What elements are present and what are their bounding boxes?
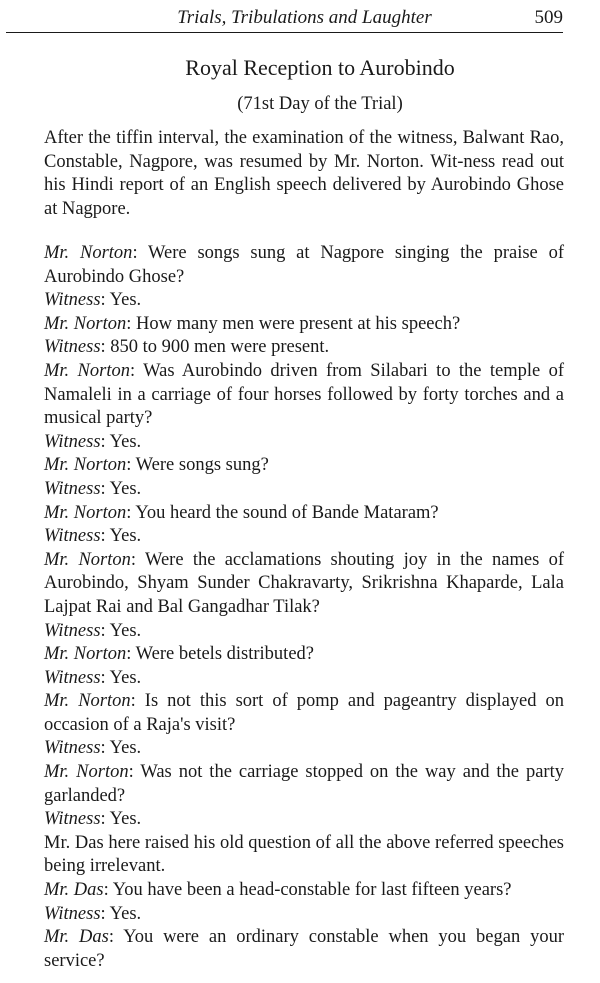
dialogue-line: [44, 525, 564, 549]
dialogue-line: [44, 242, 564, 289]
speaker-name: Witness: [44, 667, 101, 688]
dialogue-line: [44, 926, 564, 973]
dialogue-text: : Were songs sung?: [126, 455, 269, 476]
dialogue-line: [44, 667, 564, 691]
narration-line: [44, 832, 564, 879]
speaker-name: Witness: [44, 526, 101, 547]
dialogue-text: : Was Aurobindo driven from Silabari to the temple of Namaleli in a carriage of four horses followed by forty torches and a musical party?: [44, 360, 564, 429]
dialogue-line: [44, 903, 564, 927]
dialogue-text: : Were songs sung at Nagpore singing the praise of Aurobindo Ghose?: [44, 243, 564, 287]
dialogue-text: : Yes.: [100, 809, 142, 830]
dialogue-line: [44, 808, 564, 832]
dialogue-line: [44, 502, 564, 526]
dialogue-text: : Yes.: [100, 620, 142, 641]
dialogue-line: [44, 336, 564, 360]
speaker-name: Witness: [44, 290, 101, 311]
speaker-name: Mr. Norton: [44, 644, 127, 665]
speaker-name: Mr. Norton: [44, 762, 129, 783]
dialogue-text: : Was not the carriage stopped on the way and the party garlanded?: [44, 762, 564, 806]
dialogue-text: : How many men were present at his speech?: [126, 313, 461, 334]
dialogue-text: : Yes.: [100, 526, 142, 547]
chapter-title: Royal Reception to Aurobindo: [185, 55, 455, 80]
dialogue-line: [44, 690, 564, 737]
page-number: 509: [534, 7, 563, 28]
speaker-name: Mr. Norton: [44, 313, 127, 334]
dialogue-text: : Were the acclamations shouting joy in the names of Aurobindo, Shyam Sunder Chakravarty, Srikrishna Khaparde, Lala Lajpat Rai and Bal Gangadhar Tilak?: [44, 549, 564, 617]
dialogue-line: [44, 737, 564, 761]
dialogue-text: : Yes.: [100, 738, 142, 759]
dialogue-text: : Yes.: [100, 903, 142, 924]
running-title: Trials, Tribulations and Laughter: [177, 7, 432, 28]
speaker-name: Mr. Norton: [44, 243, 133, 263]
dialogue-line: [44, 454, 564, 478]
dialogue-text: : Is not this sort of pomp and pageantry displayed on occasion of a Raja's visit?: [44, 691, 564, 735]
dialogue-line: [44, 431, 564, 455]
dialogue-line: [44, 620, 564, 644]
dialogue-line: [44, 879, 564, 903]
dialogue-line: [44, 549, 564, 620]
speaker-name: Witness: [44, 903, 101, 924]
speaker-name: Mr. Norton: [44, 549, 131, 570]
dialogue-text: : Yes.: [100, 290, 142, 311]
dialogue-text: : You were an ordinary constable when you began your service?: [44, 927, 564, 971]
dialogue-text: : You have been a head-constable for last fifteen years?: [103, 880, 512, 901]
dialogue-text: : You heard the sound of Bande Mataram?: [126, 502, 439, 523]
speaker-name: Witness: [44, 337, 101, 358]
dialogue-line: [44, 313, 564, 337]
dialogue-line: [44, 478, 564, 502]
intro-paragraph: After the tiffin interval, the examination of the witness, Balwant Rao, Constable, Nagpore, was resumed by Mr. Norton. Wit-ness read out his Hindi report of an English speech delivered by Aurobindo Ghose at Nagpore.: [44, 128, 564, 219]
speaker-name: Witness: [44, 738, 101, 759]
speaker-name: Mr. Das: [44, 927, 109, 948]
dialogue-text: : Yes.: [100, 667, 142, 688]
speaker-name: Mr. Norton: [44, 455, 127, 476]
speaker-name: Witness: [44, 809, 101, 830]
narration-text: Mr. Das here raised his old question of all the above referred speeches being irrelevant.: [44, 832, 564, 877]
dialogue-line: [44, 761, 564, 808]
speaker-name: Mr. Das: [44, 880, 104, 901]
speaker-name: Witness: [44, 431, 101, 452]
speaker-name: Mr. Norton: [44, 360, 130, 381]
dialogue-text: : 850 to 900 men were present.: [100, 337, 330, 358]
dialogue-text: : Were betels distributed?: [126, 644, 314, 665]
dialogue-text: : Yes.: [100, 431, 142, 452]
dialogue-line: [44, 289, 564, 313]
speaker-name: Mr. Norton: [44, 691, 131, 712]
speaker-name: Witness: [44, 478, 101, 499]
dialogue-text: : Yes.: [100, 478, 142, 499]
speaker-name: Witness: [44, 620, 101, 641]
dialogue-transcript: [44, 242, 564, 973]
dialogue-line: [44, 360, 564, 431]
dialogue-line: [44, 643, 564, 667]
chapter-subtitle: (71st Day of the Trial): [237, 94, 403, 114]
running-header: [6, 6, 563, 33]
speaker-name: Mr. Norton: [44, 502, 127, 523]
